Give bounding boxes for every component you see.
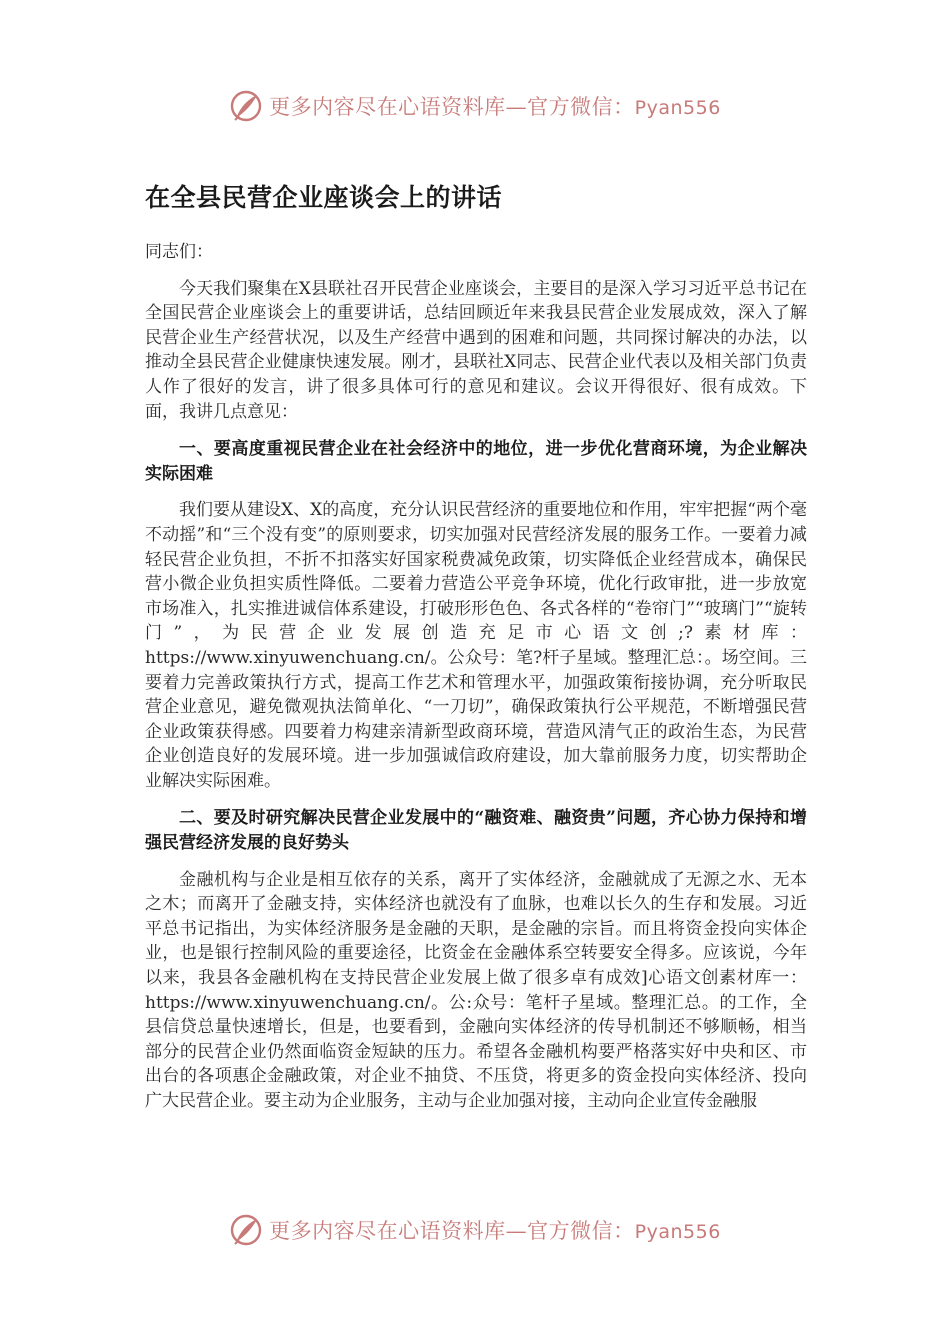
section-heading-2: 二、要及时研究解决民营企业发展中的“融资难、融资贵”问题，齐心协力保持和增强民营经济发展的良好势头: [145, 808, 807, 854]
section-1-paragraph: 我们要从建设X、X的高度，充分认识民营经济的重要地位和作用，牢牢把握“两个毫不动摇”和“三个没有变”的原则要求，切实加强对民营经济发展的服务工作。一要着力减轻民营企业负担，不折不扣落实好国家税费减免政策，切实降低企业经营成本，确保民营小微企业负担实质性降低。二要着力营造公平竞争环境，优化行政审批，进一步放宽市场准入，扎实推进诚信体系建设，打破形形色色、各式各样的“卷帘门”“玻璃门”“旋转门”，为民营企业发展创造充足市心语文创;?素材库：https://www.xinyuwenchuang.cn/。公众号：笔?杆子星域。整理汇总：。场空间。三要着力完善政策执行方式，提高工作艺术和管理水平，加强政策衔接协调，充分听取民营企业意见，避免微观执法简单化、“一刀切”，确保政策执行公平规范，不断增强民营企业政策获得感。四要着力构建亲清新型政商环境，营造风清气正的政治生态，为民营企业创造良好的发展环境。进一步加强诚信政府建设，加大靠前服务力度，切实帮助企业解决实际困难。: [145, 500, 807, 791]
banner-text: 更多内容尽在心语资料库—官方微信：Pyan556: [269, 1219, 721, 1243]
banner-text: 更多内容尽在心语资料库—官方微信：Pyan556: [269, 95, 721, 119]
intro-paragraph: 今天我们聚集在X县联社召开民营企业座谈会，主要目的是深入学习习近平总书记在全国民营企业座谈会上的重要讲话，总结回顾近年来我县民营企业发展成效，深入了解民营企业生产经营状况，以及生产经营中遇到的困难和问题，共同探讨解决的办法，以推动全县民营企业健康快速发展。刚才，县联社X同志、民营企业代表以及相关部门负责人作了很好的发言，讲了很多具体可行的意见和建议。会议开得很好、很有成效。下面，我讲几点意见：: [145, 278, 807, 422]
header-banner: [0, 86, 950, 126]
salutation: 同志们：: [145, 242, 213, 262]
feather-pen-logo-icon: [229, 1213, 263, 1247]
banner-wechat-id: Pyan556: [634, 1221, 721, 1243]
feather-pen-logo-icon: [229, 89, 263, 123]
document-body: [145, 178, 807, 1114]
section-heading-1: 一、要高度重视民营企业在社会经济中的地位，进一步优化营商环境，为企业解决实际困难: [145, 439, 807, 484]
section-2-paragraph: 金融机构与企业是相互依存的关系，离开了实体经济，金融就成了无源之水、无本之木；而离开了金融支持，实体经济也就没有了血脉，也难以长久的生存和发展。习近平总书记指出，为实体经济服务是金融的天职，是金融的宗旨。而且将资金投向实体企业，也是银行控制风险的重要途径，比资金在金融体系空转要安全得多。应该说，今年以来，我县各金融机构在支持民营企业发展上做了很多卓有成效]心语文创素材库一：https://www.xinyuwenchuang.cn/。公:众号：笔杆子星域。整理汇总。的工作，全县信贷总量快速增长，但是，也要看到，金融向实体经济的传导机制还不够顺畅，相当部分的民营企业仍然面临资金短缺的压力。希望各金融机构要严格落实好中央和区、市出台的各项惠企金融政策，对企业不抽贷、不压贷，将更多的资金投向实体经济、投向广大民营企业。要主动为企业服务，主动与企业加强对接，主动向企业宣传金融服: [145, 869, 807, 1111]
document-title: 在全县民营企业座谈会上的讲话: [145, 183, 503, 212]
banner-wechat-id: Pyan556: [634, 97, 721, 119]
footer-banner: [0, 1210, 950, 1250]
